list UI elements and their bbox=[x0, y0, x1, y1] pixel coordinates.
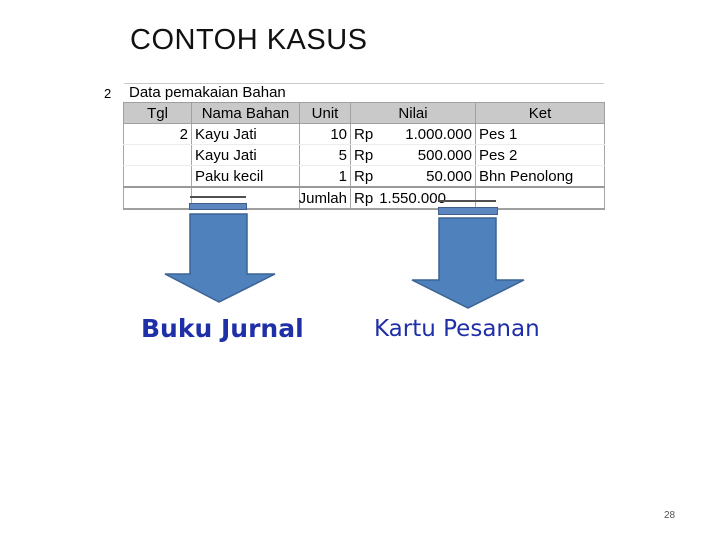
down-arrow-left-icon bbox=[163, 212, 277, 304]
kartu-pesanan-label: Kartu Pesanan bbox=[374, 316, 540, 342]
header-ket: Ket bbox=[476, 103, 605, 124]
slide-title: CONTOH KASUS bbox=[130, 24, 368, 56]
header-nilai: Nilai bbox=[351, 103, 476, 124]
currency-label: Rp bbox=[354, 146, 374, 164]
value-amount: 50.000 bbox=[426, 167, 472, 185]
cell-tgl bbox=[124, 166, 192, 188]
right-marker-strip bbox=[438, 207, 498, 215]
table-caption: Data pemakaian Bahan bbox=[129, 84, 286, 101]
material-usage-table bbox=[123, 102, 604, 210]
value-amount: 1.550.000 bbox=[379, 189, 446, 207]
cell-nilai bbox=[351, 124, 476, 145]
jumlah-underline bbox=[190, 196, 246, 198]
cell-empty bbox=[476, 187, 605, 209]
header-tgl: Tgl bbox=[124, 103, 192, 124]
cell-nama-bahan: Kayu Jati bbox=[192, 145, 300, 166]
cell-nama-bahan: Paku kecil bbox=[192, 166, 300, 188]
cell-empty bbox=[124, 187, 192, 209]
cell-nilai bbox=[351, 145, 476, 166]
down-arrow-right-icon bbox=[410, 216, 526, 310]
cell-ket: Pes 1 bbox=[476, 124, 605, 145]
currency-label: Rp bbox=[354, 125, 374, 143]
table-header-row bbox=[124, 103, 605, 124]
cell-ket: Bhn Penolong bbox=[476, 166, 605, 188]
total-value bbox=[351, 187, 476, 209]
cell-tgl: 2 bbox=[124, 124, 192, 145]
cell-ket: Pes 2 bbox=[476, 145, 605, 166]
row-number: 2 bbox=[104, 86, 112, 101]
currency-label: Rp bbox=[354, 167, 374, 185]
value-amount: 1.000.000 bbox=[405, 125, 472, 143]
left-marker-strip bbox=[189, 203, 247, 210]
buku-jurnal-label: Buku Jurnal bbox=[141, 314, 304, 343]
currency-label: Rp bbox=[354, 189, 374, 207]
total-underline bbox=[438, 200, 496, 202]
cell-nilai bbox=[351, 166, 476, 188]
cell-tgl bbox=[124, 145, 192, 166]
cell-unit: 1 bbox=[300, 166, 351, 188]
total-label: Jumlah bbox=[300, 187, 351, 209]
table-row bbox=[124, 124, 605, 145]
value-amount: 500.000 bbox=[417, 146, 472, 164]
table-row bbox=[124, 166, 605, 188]
header-unit: Unit bbox=[300, 103, 351, 124]
header-nama-bahan: Nama Bahan bbox=[192, 103, 300, 124]
cell-nama-bahan: Kayu Jati bbox=[192, 124, 300, 145]
table-row bbox=[124, 145, 605, 166]
cell-unit: 5 bbox=[300, 145, 351, 166]
page-number: 28 bbox=[664, 510, 676, 521]
cell-unit: 10 bbox=[300, 124, 351, 145]
